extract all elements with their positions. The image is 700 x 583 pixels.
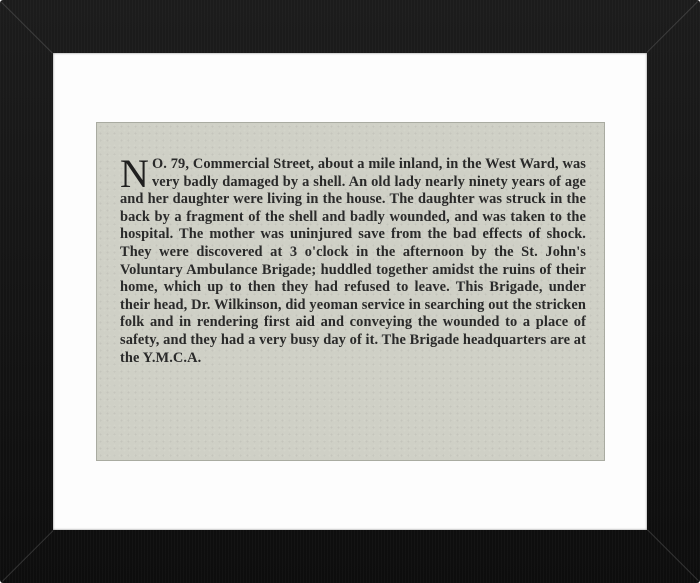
article-text (120, 151, 586, 367)
drop-cap: N (120, 151, 149, 196)
newspaper-clipping (96, 122, 605, 461)
frame-bevel-top-left (1, 2, 53, 54)
article-body: O. 79, Commercial Street, about a mile inland, in the West Ward, was very badly damaged by a shell. An old lady nearly ninety years of age and her daughter were living in the house. The daughter was struck in the back by a fragment of the shell and badly wounded, and was taken to the hospital. The mother was uninjured save from the bad effects of shock. They were discovered at 3 o'clock in the afternoon by the St. John's Voluntary Ambulance Brigade; huddled together amidst the ruins of their home, which up to then they had refused to leave. This Brigade, under their head, Dr. Wilkinson, did yeoman service in searching out the stricken folk and in rendering first aid and conveying the wounded to a place of safety, and they had a very busy day of it. The Brigade headquarters are at the Y.M.C.A. (120, 156, 586, 366)
frame-bevel-top-right (646, 1, 698, 53)
frame-bevel-bottom-right (647, 529, 699, 581)
frame-bevel-bottom-left (2, 530, 54, 582)
